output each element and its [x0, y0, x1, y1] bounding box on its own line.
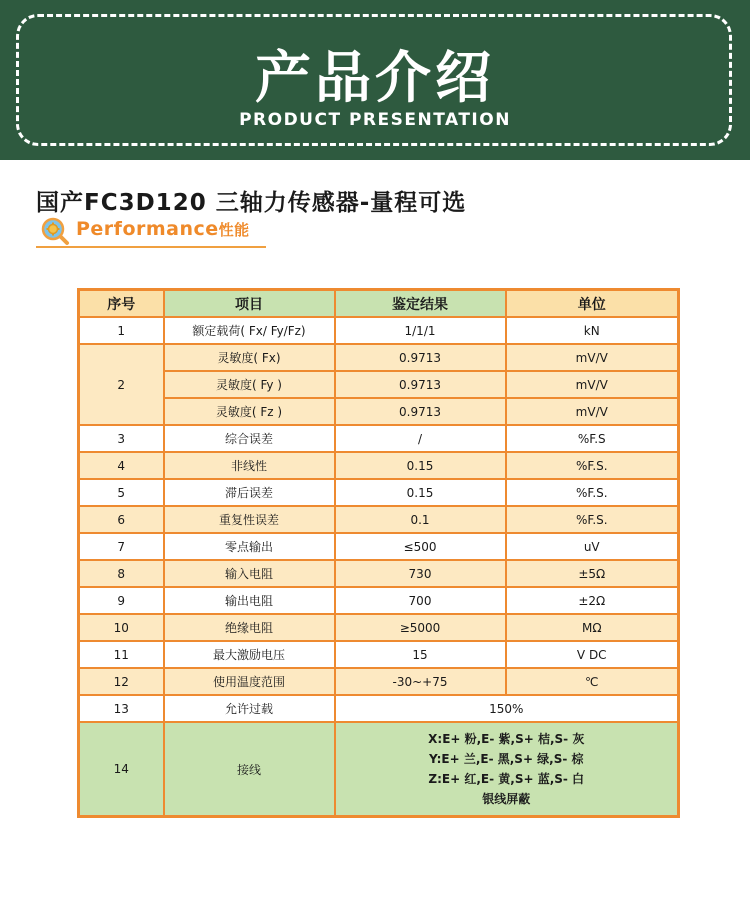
cell-unit: %F.S. [506, 452, 679, 479]
cell-no: 14 [79, 722, 164, 817]
table-row [79, 641, 679, 668]
cell-result: 0.9713 [335, 398, 506, 425]
cell-result: 150% [335, 695, 679, 722]
table-row [79, 668, 679, 695]
cell-result: 0.15 [335, 479, 506, 506]
wiring-line-z: Z:E+ 红,E- 黄,S+ 蓝,S- 白 [428, 772, 585, 786]
cell-result: 730 [335, 560, 506, 587]
wiring-line-y: Y:E+ 兰,E- 黑,S+ 绿,S- 棕 [428, 752, 584, 766]
cell-unit: mV/V [506, 398, 679, 425]
table-row [79, 560, 679, 587]
performance-label [76, 218, 250, 240]
cell-unit: uV [506, 533, 679, 560]
banner-subtitle: PRODUCT PRESENTATION [239, 110, 511, 130]
table-row [79, 614, 679, 641]
cell-unit: %F.S. [506, 479, 679, 506]
cell-result: 0.9713 [335, 371, 506, 398]
cell-no: 13 [79, 695, 164, 722]
cell-result: 0.1 [335, 506, 506, 533]
header-banner [0, 0, 750, 160]
cell-unit: mV/V [506, 371, 679, 398]
table-row [79, 479, 679, 506]
table-row [79, 506, 679, 533]
cell-item: 绝缘电阻 [164, 614, 335, 641]
cell-item: 灵敏度( Fy ) [164, 371, 335, 398]
cell-no: 1 [79, 317, 164, 344]
cell-result: ≥5000 [335, 614, 506, 641]
cell-no: 2 [79, 344, 164, 425]
cell-item: 输出电阻 [164, 587, 335, 614]
cell-no: 8 [79, 560, 164, 587]
table-row [79, 425, 679, 452]
cell-item: 最大激励电压 [164, 641, 335, 668]
cell-result: 0.15 [335, 452, 506, 479]
header-no: 序号 [79, 290, 164, 318]
cell-item: 灵敏度( Fx) [164, 344, 335, 371]
cell-no: 4 [79, 452, 164, 479]
cell-item: 非线性 [164, 452, 335, 479]
cell-item: 滞后误差 [164, 479, 335, 506]
cell-unit: %F.S. [506, 506, 679, 533]
cell-unit: ℃ [506, 668, 679, 695]
table-row [79, 398, 679, 425]
wiring-shield: 银线屏蔽 [482, 792, 531, 806]
cell-no: 11 [79, 641, 164, 668]
cell-unit: %F.S [506, 425, 679, 452]
cell-item: 重复性误差 [164, 506, 335, 533]
cell-no: 3 [79, 425, 164, 452]
product-title: 国产FC3D120 三轴力传感器-量程可选 [36, 190, 467, 216]
performance-label-en: Performance [76, 218, 219, 240]
section-underline [36, 246, 266, 248]
table-header-row [79, 290, 679, 318]
table-row [79, 695, 679, 722]
cell-unit: mV/V [506, 344, 679, 371]
cell-result: ≤500 [335, 533, 506, 560]
spec-table [77, 288, 680, 818]
cell-unit: ±2Ω [506, 587, 679, 614]
cell-result: / [335, 425, 506, 452]
performance-label-cn: 性能 [218, 221, 250, 239]
cell-item: 零点输出 [164, 533, 335, 560]
header-item: 项目 [164, 290, 335, 318]
cell-unit: ±5Ω [506, 560, 679, 587]
cell-item: 使用温度范围 [164, 668, 335, 695]
wiring-line-x: X:E+ 粉,E- 紫,S+ 桔,S- 灰 [428, 732, 585, 746]
cell-item: 额定载荷( Fx/ Fy/Fz) [164, 317, 335, 344]
cell-item: 接线 [164, 722, 335, 817]
table-row [79, 452, 679, 479]
table-row-wiring [79, 722, 679, 817]
cell-result: 0.9713 [335, 344, 506, 371]
magnifier-gear-icon [40, 216, 70, 246]
cell-no: 10 [79, 614, 164, 641]
table-row [79, 344, 679, 371]
table-row [79, 317, 679, 344]
cell-unit: V DC [506, 641, 679, 668]
header-unit: 单位 [506, 290, 679, 318]
cell-item: 灵敏度( Fz ) [164, 398, 335, 425]
cell-no: 9 [79, 587, 164, 614]
cell-item: 综合误差 [164, 425, 335, 452]
table-row [79, 533, 679, 560]
cell-no: 12 [79, 668, 164, 695]
cell-no: 5 [79, 479, 164, 506]
cell-result: -30~+75 [335, 668, 506, 695]
cell-result: 15 [335, 641, 506, 668]
banner-title: 产品介绍 [255, 46, 495, 111]
cell-item: 输入电阻 [164, 560, 335, 587]
cell-result: 700 [335, 587, 506, 614]
cell-unit: kN [506, 317, 679, 344]
cell-result: 1/1/1 [335, 317, 506, 344]
cell-unit: MΩ [506, 614, 679, 641]
cell-wiring [335, 722, 679, 817]
cell-no: 6 [79, 506, 164, 533]
table-row [79, 587, 679, 614]
cell-no: 7 [79, 533, 164, 560]
table-row [79, 371, 679, 398]
header-result: 鉴定结果 [335, 290, 506, 318]
cell-item: 允许过载 [164, 695, 335, 722]
